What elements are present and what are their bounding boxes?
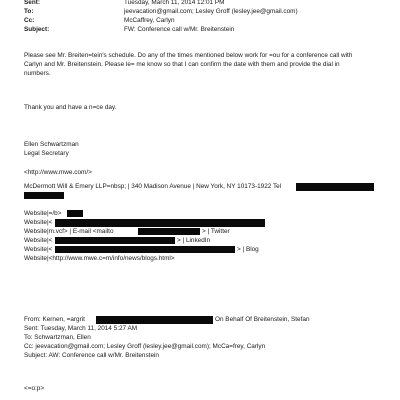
redaction-website-1 [67, 210, 83, 217]
address-text: McDermott Will & Emery LLP=nbsp; | 340 Madison Avenue | New York, NY 10173-1922 Tel [24, 183, 282, 190]
sent-label: Sent: [24, 0, 40, 6]
cc-value: McCaffrey, Carlyn [124, 17, 175, 24]
fwd-cc-line: Cc: jeevacation@gmail.com; Lesley Groff (lesley.jee@gmail.com); McCa=frey, Carlyn [24, 343, 266, 350]
fwd-to-line: To: Schwartzman, Ellen [24, 334, 91, 341]
sent-value: Tuesday, March 11, 2014 12:01 PM [124, 0, 225, 6]
website-line-6-prefix: Website|<http://www.mwe.c=m/info/news/blogs.html> [24, 255, 175, 262]
redaction-tel-2 [24, 192, 64, 199]
fwd-subject-line: Subject: AW: Conference call w/Mr. Breitenstein [24, 352, 159, 359]
subject-label: Subject: [24, 26, 50, 33]
redaction-twitter [55, 237, 175, 244]
website-line-4 [24, 237, 52, 245]
website-line-1-prefix: Website|=/b> [24, 210, 62, 217]
tail-line: <=o:p> [24, 385, 45, 392]
cc-label: Cc: [24, 17, 35, 24]
website-line-2-prefix: Website|< [24, 219, 53, 226]
thanks-line: Thank you and have a n=ce day. [24, 104, 117, 111]
website-line-3-prefix: Website|m.vcf> | E-mail <mailto [24, 228, 114, 235]
to-label: To: [24, 8, 34, 15]
redaction-tel [296, 183, 374, 191]
fwd-from-prefix: From: Kernen, =argrit [24, 316, 85, 323]
website-line-5-prefix: Website|< [24, 246, 53, 253]
website-line-5 [24, 246, 52, 254]
to-value: jeevacation@gmail.com; Lesley Groff (lesley.jee@gmail.com) [124, 8, 298, 15]
signature-title: Legal Secretary [24, 150, 69, 157]
website-line-6 [24, 255, 175, 263]
body-line-1: Please see Mr. Breiten=tein's schedule. Do any of the times mentioned below work for =ou for a conference call with [24, 52, 353, 59]
redaction-fwd-from [96, 316, 213, 324]
redaction-email [138, 228, 200, 235]
website-line-1 [24, 210, 61, 218]
website-line-2 [24, 219, 52, 227]
website-line-4-suffix: > | LinkedIn [177, 237, 211, 244]
website-line-5-suffix: > | Blog [237, 246, 259, 253]
website-line-4-prefix: Website|< [24, 237, 53, 244]
subject-value: FW: Conference call w/Mr. Breitenstein [124, 26, 235, 33]
body-line-2: Carlyn and Mr. Breitenstein. Please le= me know so that I can confirm the date with them and provide the dial in [24, 61, 340, 68]
fwd-from-line [24, 316, 85, 324]
redaction-linkedin [55, 246, 235, 253]
website-line-3-suffix: > | Twitter [202, 228, 230, 235]
signature-url: <http://www.mwe.com/> [24, 169, 92, 176]
body-line-3: numbers. [24, 70, 51, 77]
website-line-3 [24, 228, 114, 236]
redaction-website-2 [55, 219, 265, 227]
fwd-from-suffix: On Behalf Of Breitenstein, Stefan [215, 316, 310, 323]
signature-address [24, 183, 281, 191]
fwd-sent-line: Sent: Tuesday, March 11, 2014 5:27 AM [24, 325, 138, 332]
signature-name: Ellen Schwartzman [24, 141, 79, 148]
